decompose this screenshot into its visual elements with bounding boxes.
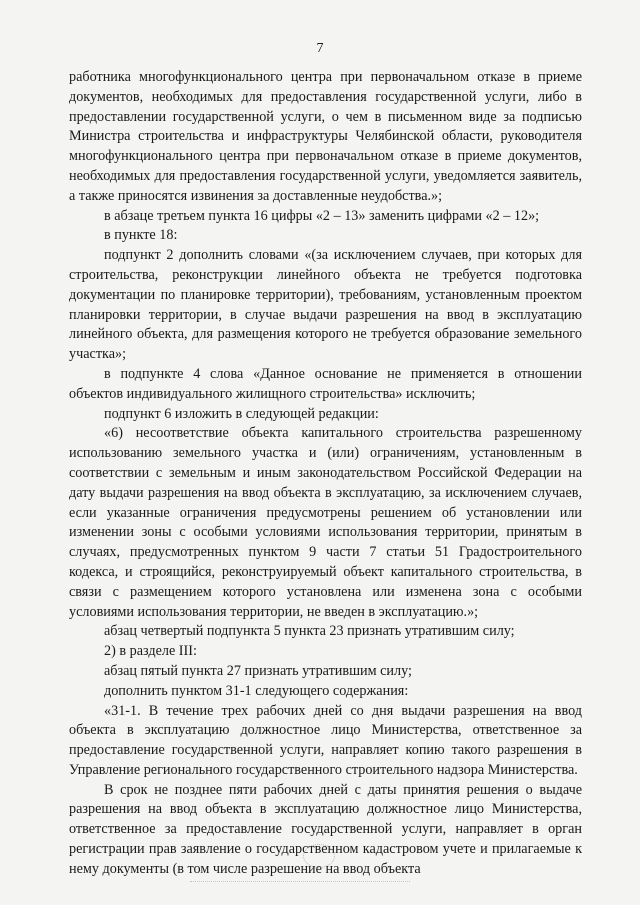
paragraph-3: в пункте 18:	[104, 227, 178, 244]
paragraph-12: «31-1. В течение трех рабочих дней со дня выдачи разрешения на ввод объекта в эксплуатацию должностное лицо Министерства, ответственное за предоставление государственной услуги, направляет копию такого разрешения в Управление регионального государственного строительного надзора Министерства.	[69, 702, 582, 778]
scan-noise-line	[190, 881, 410, 883]
page-number: 7	[316, 41, 324, 56]
paragraph-10: абзац пятый пункта 27 признать утратившим силу;	[104, 662, 412, 679]
paragraph-2: в абзаце третьем пункта 16 цифры «2 – 13» заменить цифрами «2 – 12»;	[104, 207, 540, 224]
paragraph-4: подпункт 2 дополнить словами «(за исключением случаев, при которых для строительства, реконструкции линейного объекта не требуется подготовка документации по планировке территории), требованиям, установленным проектом планировки территории, в случае выдачи разрешения на ввод в эксплуатацию линейного объекта, для размещения которого не требуется образование земельного участка»;	[69, 247, 582, 363]
faint-stamp-mark	[303, 844, 335, 868]
paragraph-9: 2) в разделе III:	[104, 643, 197, 660]
paragraph-7: «6) несоответствие объекта капитального строительства разрешенному использованию земельного участка и (или) ограничениям, установленным в соответствии с земельным и иным законодательством Российской Федерации на дату выдачи разрешения на ввод объекта в эксплуатацию, за исключением случаев, если указанные ограничения предусмотрены решением об установлении или изменении зоны с особыми условиями использования территории, принятым в случаях, предусмотренных пунктом 9 части 7 статьи 51 Градостроительного кодекса, и строящийся, реконструируемый объект капитального строительства, в связи с размещением которого установлена или изменена зона с особыми условиями использования территории, не введен в эксплуатацию.»;	[69, 425, 582, 620]
paragraph-1: работника многофункционального центра при первоначальном отказе в приеме документов, необходимых для предоставления государственной услуги, либо в предоставлении государственной услуги, о чем в письменном виде за подписью Министра строительства и инфраструктуры Челябинской области, руководителя многофункционального центра при первоначальном отказе в приеме документов, необходимых для предоставления государственной услуги, уведомляется заявитель, а также приносятся извинения за доставленные неудобства.»;	[69, 69, 582, 204]
paragraph-13: В срок не позднее пяти рабочих дней с даты принятия решения о выдаче разрешения на ввод объекта в эксплуатацию должностное лицо Министерства, ответственное за предоставление государственной услуги, направляет в орган регистрации прав заявление о государственном кадастровом учете и прилагаемые к нему документы (в том числе разрешение на ввод объекта	[69, 781, 582, 877]
paragraph-5: в подпункте 4 слова «Данное основание не применяется в отношении объектов индивидуального жилищного строительства» исключить;	[69, 365, 582, 402]
document-body	[69, 68, 582, 880]
paragraph-11: дополнить пунктом 31-1 следующего содержания:	[104, 682, 409, 699]
paragraph-6: подпункт 6 изложить в следующей редакции:	[104, 405, 379, 422]
paragraph-8: абзац четвертый подпункта 5 пункта 23 признать утратившим силу;	[104, 623, 515, 640]
